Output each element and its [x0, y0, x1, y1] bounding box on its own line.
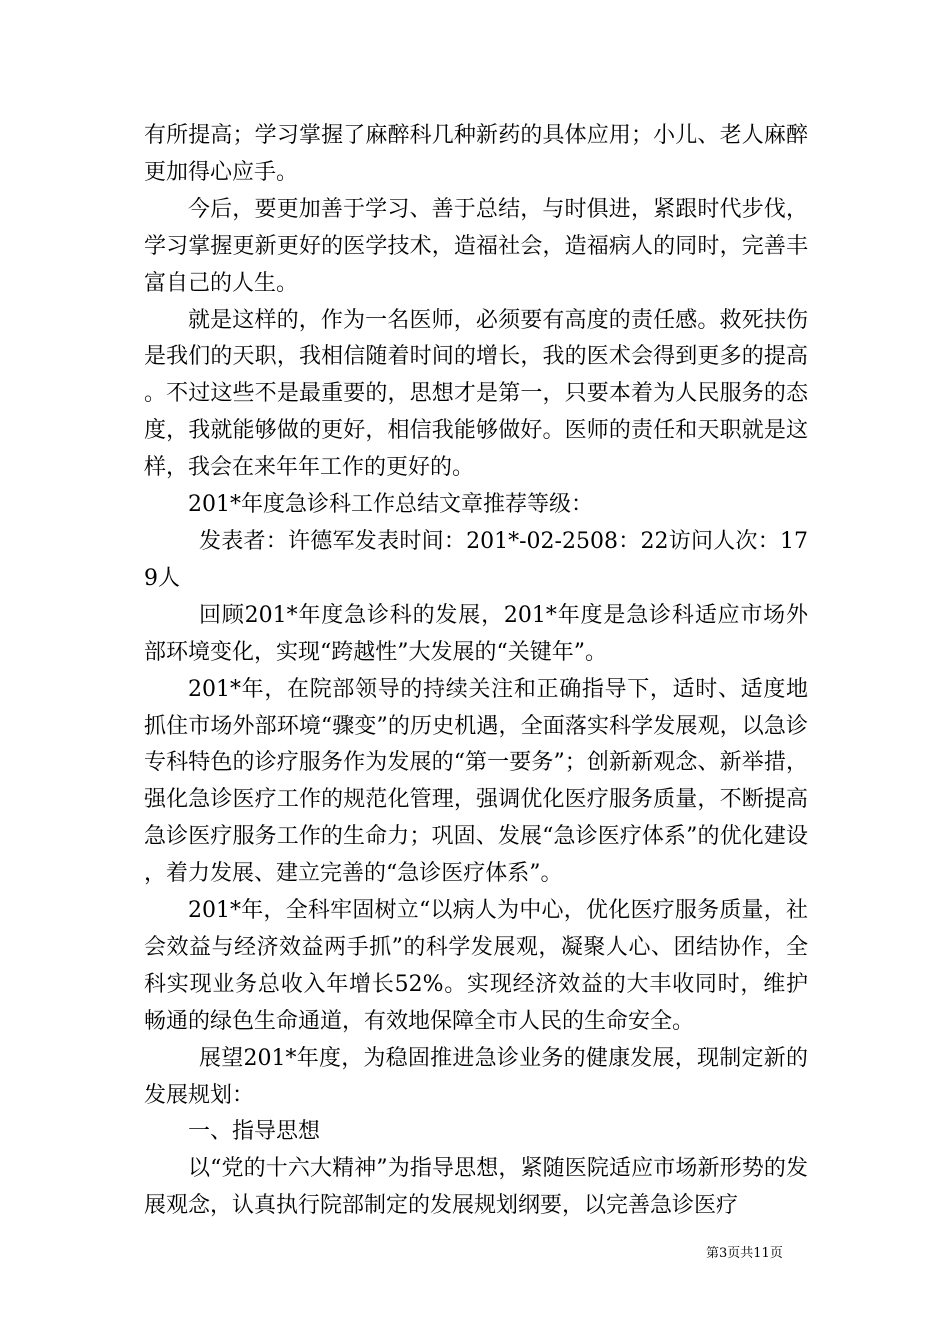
paragraph-leadership: 201*年，在院部领导的持续关注和正确指导下，适时、适度地抓住市场外部环境“骤变”的历史机遇，全面落实科学发展观，以急诊专科特色的诊疗服务作为发展的“第一要务”；创新新观念、新举措，强化急诊医疗工作的规范化管理，强调优化医疗服务质量，不断提高急诊医疗服务工作的生命力；巩固、发展“急诊医疗体系”的优化建设，着力发展、建立完善的“急诊医疗体系”。 — [144, 676, 808, 887]
paragraph-review: 回顾201*年度急诊科的发展，201*年度是急诊科适应市场外部环境变化，实现“跨越性”大发展的“关键年”。 — [144, 602, 808, 665]
paragraph-3: 就是这样的，作为一名医师，必须要有高度的责任感。救死扶伤是我们的天职，我相信随着时间的增长，我的医术会得到更多的提高。不过这些不是最重要的，思想才是第一，只要本着为人民服务的态度，我就能够做的更好，相信我能够做好。医师的责任和天职就是这样，我会在来年年工作的更好的。 — [144, 307, 808, 481]
paragraph-guiding-ideology: 以“党的十六大精神”为指导思想，紧随医院适应市场新形势的发展观念，认真执行院部制定的发展规划纲要，以完善急诊医疗 — [144, 1156, 808, 1219]
article-rating-line: 201*年度急诊科工作总结文章推荐等级： — [188, 492, 593, 518]
page-number: 第3页共11页 — [706, 1246, 783, 1261]
paragraph-results: 201*年，全科牢固树立“以病人为中心，优化医疗服务质量，社会效益与经济效益两手抓”的科学发展观，凝聚人心、团结协作，全科实现业务总收入年增长52%。实现经济效益的大丰收同时，维护畅通的绿色生命通道，有效地保障全市人民的生命安全。 — [144, 898, 808, 1034]
paragraph-1: 有所提高；学习掌握了麻醉科几种新药的具体应用；小儿、老人麻醉更加得心应手。 — [144, 123, 808, 185]
article-meta-line: 发表者：许德军发表时间：201*-02-2508：22访问人次：179人 — [144, 528, 808, 591]
section-heading-guiding-ideology: 一、指导思想 — [188, 1119, 321, 1145]
paragraph-outlook: 展望201*年度，为稳固推进急诊业务的健康发展，现制定新的发展规划： — [144, 1045, 808, 1108]
paragraph-2: 今后，要更加善于学习、善于总结，与时俱进，紧跟时代步伐，学习掌握更新更好的医学技术，造福社会，造福病人的同时，完善丰富自己的人生。 — [144, 196, 808, 296]
document-body — [144, 118, 808, 1225]
